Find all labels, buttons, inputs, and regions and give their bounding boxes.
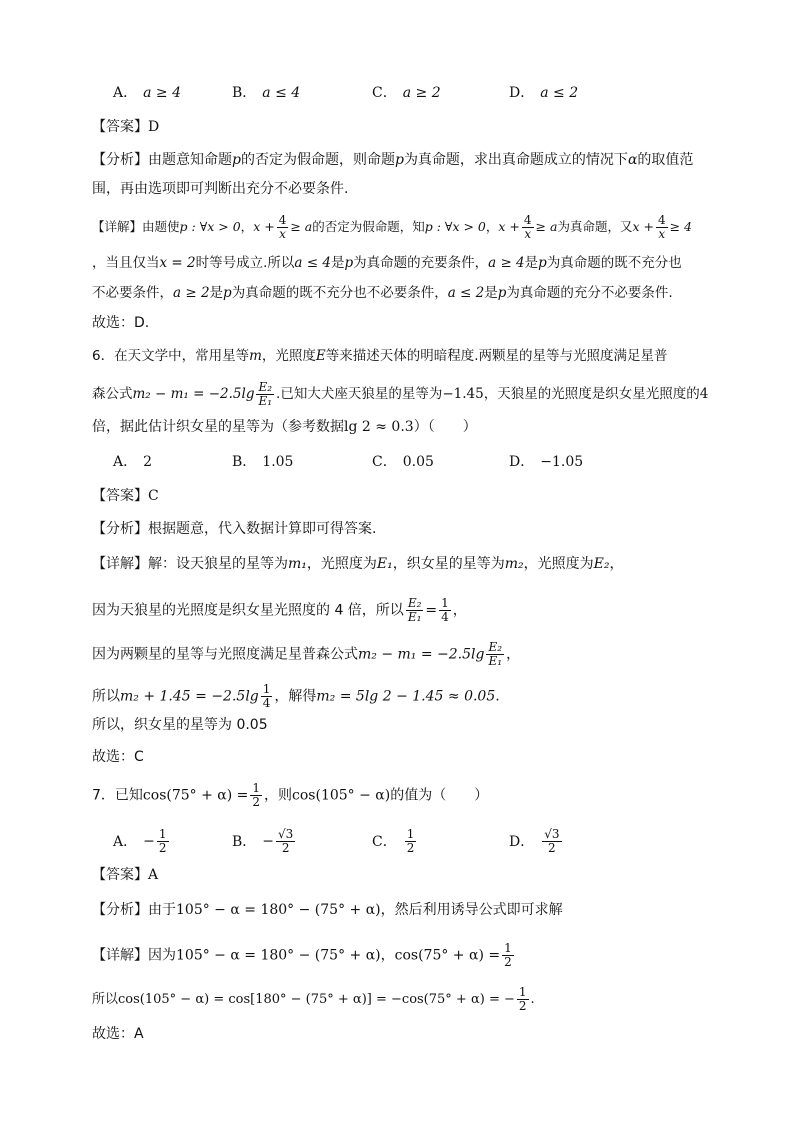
q6-detail-line2: 因为天狼星的光照度是织女星光照度的 4 倍，所以 $\frac{\text{E₂}}{\text{E₁}}$ = $\frac{1}{4}$ ，	[92, 596, 467, 624]
q7-answer: 【答案】A	[92, 867, 159, 883]
q5-detail-line3: 不必要条件，a ≥ 2是p为真命题的既不充分也不必要条件，a ≤ 2是p为真命题的充分不必要条件.	[92, 285, 673, 301]
q6-detail-line4: 所以m₂ + 1.45 = −2.5lg $\frac{1}{4}$ ，解得m₂ = 5lg 2 − 1.45 ≈ 0.05.	[92, 682, 500, 710]
q6-detail-line3: 因为两颗星的星等与光照度满足星普森公式m₂ − m₁ = −2.5lg $\frac{\text{E₂}}{\text{E₁}}$ ，	[92, 640, 521, 668]
q5-detail-line1: 【详解】由题使p : ∀x > 0，x + $\frac{4}{x}$ ≥ a的否定为假命题，知p : ∀x > 0，x + $\frac{4}{x}$ ≥ a为真命题，又x + $\frac{4}{x}$ ≥ 4	[92, 213, 693, 241]
q6-detail-line5: 所以，织女星的星等为 0.05	[92, 717, 268, 733]
q5-option-a: A． a ≥ 4	[113, 85, 182, 101]
q6-option-b: B． 1.05	[232, 454, 294, 470]
q7-analysis: 【分析】由于105° − α = 180° − (75° + α)，然后利用诱导公式即可求解	[92, 902, 563, 918]
q6-stem-line3: 倍，据此估计织女星的星等为（参考数据lg 2 ≈ 0.3）（ ）	[92, 419, 477, 435]
q5-analysis-line2: 围，再由选项即可判断出充分不必要条件.	[92, 181, 349, 197]
q6-choose: 故选：C	[92, 749, 144, 765]
q7-option-d: D． $\frac{√3}{2}$	[509, 827, 560, 855]
q7-stem: 7．已知cos(75° + α) = $\frac{1}{2}$ ，则cos(105° − α)的值为（ ）	[92, 781, 489, 809]
q6-option-a: A． 2	[113, 454, 153, 470]
q5-option-b: B． a ≤ 4	[232, 85, 301, 101]
q5-option-d: D． a ≤ 2	[509, 85, 579, 101]
q6-stem-line1: 6．在天文学中，常用星等m，光照度E等来描述天体的明暗程度.两颗星的星等与光照度满足星普	[92, 348, 668, 364]
q5-detail-line2: ，当且仅当x = 2时等号成立.所以a ≤ 4是p为真命题的充要条件，a ≥ 4是p为真命题的既不充分也	[92, 255, 682, 271]
q7-detail-line1: 【详解】因为105° − α = 180° − (75° + α)，cos(75° + α) = $\frac{1}{2}$	[92, 941, 512, 969]
q6-option-d: D． −1.05	[509, 454, 584, 470]
q7-choose: 故选：A	[92, 1026, 144, 1042]
q7-detail-line2: 所以cos(105° − α) = cos[180° − (75° + α)] = −cos(75° + α) = − $\frac{1}{2}$ .	[92, 985, 535, 1013]
q5-choose: 故选：D.	[92, 315, 150, 331]
q5-answer: 【答案】D	[92, 119, 160, 135]
q7-option-c: C． $\frac{1}{2}$	[372, 827, 415, 855]
q6-detail-line1: 【详解】解：设天狼星的星等为m₁，光照度为E₁，织女星的星等为m₂，光照度为E₂，	[92, 556, 624, 572]
q6-option-c: C． 0.05	[372, 454, 434, 470]
q5-analysis-line1: 【分析】由题意知命题p的否定为假命题，则命题p为真命题，求出真命题成立的情况下α的取值范	[92, 152, 694, 168]
q6-answer: 【答案】C	[92, 488, 159, 504]
q7-option-a: A． − $\frac{1}{2}$	[113, 827, 167, 855]
q6-stem-line2: 森公式m₂ − m₁ = −2.5lg $\frac{\text{E₂}}{\text{E₁}}$ .已知大犬座天狼星的星等为−1.45，天狼星的光照度是织女星光照度的4	[92, 380, 709, 408]
q7-option-b: B． − $\frac{√3}{2}$	[232, 827, 294, 855]
q5-option-c: C． a ≥ 2	[372, 85, 441, 101]
q6-analysis: 【分析】根据题意，代入数据计算即可得答案.	[92, 521, 377, 537]
